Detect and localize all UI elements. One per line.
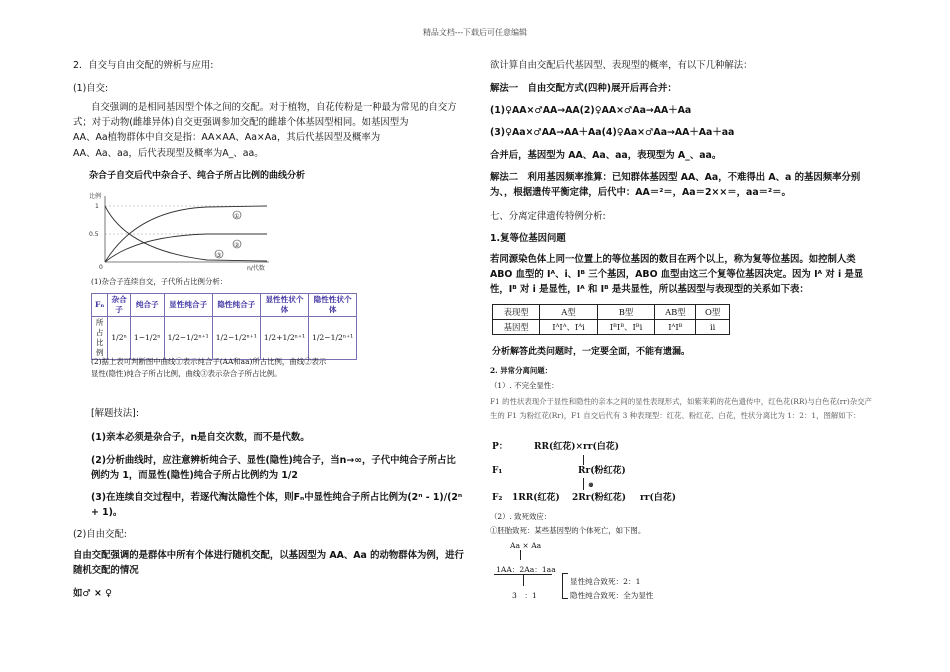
heading-self-cross: (1)自交: [73,83,109,94]
tip-1: (1)亲本必须是杂合子，n是自交次数，而不是代数。 [91,432,310,443]
table-head-rec-trait: 隐性性状个体 [309,294,357,317]
curve-1-label: ① [234,213,240,220]
abnormal-separation-heading: 2. 异常分离问题： [490,366,553,375]
table-caption: (1)杂合子连续自交，子代所占比例分析： [91,277,228,286]
cross-parents: RR(红花)×rr(白花) [534,442,620,452]
table-head-fn: Fₙ [92,294,108,317]
chart-y-label: 比例 [89,193,102,200]
table-cell: 1/2−1/2ⁿ⁺¹ [164,317,212,360]
table-head-homo: 纯合子 [130,294,164,317]
cross-f2-red: 1RR(红花) [512,493,560,503]
self-cross-paragraph: 自交强调的是相同基因型个体之间的交配。对于植物，自花传粉是一种最为常见的自交方式；对于动物(雌雄异体)自交更强调参加交配的雌雄个体基因型相同。如基因型为 [73,102,457,128]
table-cell: 1/2ⁿ [108,317,131,360]
bt-cell: IᴬIᴬ、Iᴬi [540,320,597,335]
blood-type-table [492,304,730,335]
solution-1-line-2: (3)♀Aa×♂AA→AA＋Aa(4)♀Aa×♂Aa→AA＋Aa＋aa [490,127,735,138]
bt-head-b: B型 [597,305,655,320]
table-head-dom-homo: 显性纯合子 [164,294,212,317]
cross-f2-pink: 2Rr(粉红花) [572,493,627,503]
lethal-effect-heading: （2）. 致死效应： [490,512,552,521]
bt-head-ab: AB型 [655,305,696,320]
incomplete-dominance-heading: （1）. 不完全显性： [490,381,559,390]
chart-origin: 0 [99,264,103,271]
page-header: 精品文档---下载后可任意编辑 [422,28,528,37]
table-cell: 1/2−1/2ⁿ⁺¹ [212,317,260,360]
lethal-parents: Aa × Aa [510,541,542,550]
chart-x-label: n/代数 [247,265,265,272]
cross-f2-white: rr(白花) [640,493,677,503]
bt-head-phenotype: 表现型 [493,305,540,320]
solution-1-line-1: (1)♀AA×♂AA→AA(2)♀AA×♂Aa→AA＋Aa [490,105,692,116]
proportion-curve-chart [87,190,277,272]
tip-2: (2)分析曲线时，应注意辨析纯合子、显性(隐性)纯合子，当n→∞，子代中纯合子所占比例约为 1，而显性(隐性)纯合子所占比例约为 1/2 [91,455,456,481]
section-7-heading: 七、分离定律遗传特例分析: [490,211,606,222]
lethal-diagram [490,538,730,608]
table-row-label: 所占比例 [92,317,108,360]
curve-3-label: ③ [216,252,222,259]
chart-y-tick-half: 0.5 [89,231,99,238]
chart-y-tick-1: 1 [95,203,99,210]
chart-title: 杂合子自交后代中杂合子、纯合子所占比例的曲线分析 [89,171,306,181]
table-head-dom-trait: 显性性状个体 [260,294,308,317]
tips-title: [解题技法]: [91,408,139,419]
lethal-result-ratio: 3 ：1 [512,591,537,600]
self-cross-paragraph-2: AA、Aa植物群体中自交是指：AA×AA、Aa×Aa，其后代基因型及概率为 [73,132,381,143]
heading-random-mating: (2)自由交配: [73,529,127,540]
table-head-hetero: 杂合子 [108,294,131,317]
bt-head-a: A型 [540,305,597,320]
self-cross-symbol: ⊗ [588,480,594,489]
bt-cell: ii [696,320,730,335]
incomplete-dominance-paragraph: F1 的性状表现介于显性和隐性的亲本之间的显性表现形式，如紫茉莉的花色遗传中，红色花(RR)与白色花(rr)杂交产生的 F1 为粉红花(Rr)，F1 自交后代有 3 种表现型：红花、粉红花、白花，性状分离比为 1：2：1，图解如下： [490,397,872,420]
self-cross-ratio-table [91,293,357,360]
solutions-intro: 欲计算自由交配后代基因型、表现型的概率，有以下几种解法： [490,60,753,71]
table-note: (2)据上表可判断图中曲线①表示纯合子(AA和aa)所占比例，曲线②表示显性(隐性)纯合子所占比例，曲线③表示杂合子所占比例。 [91,357,327,378]
embryo-lethal-text: ①胚胎致死：某些基因型的个体死亡，如下图。 [490,526,646,535]
completeness-note: 分析解答此类问题时，一定要全面，不能有遗漏。 [492,347,691,357]
random-mating-example: 如♂ × ♀ [73,588,113,599]
table-head-rec-homo: 隐性纯合子 [212,294,260,317]
bt-cell: IᴮIᴮ、Iᴮi [597,320,655,335]
lethal-dominant: 显性纯合致死：2：1 [570,577,641,586]
table-cell: 1/2+1/2ⁿ⁺¹ [260,317,308,360]
section-heading-2: 2．自交与自由交配的辨析与应用: [73,60,214,71]
cross-p-label: P： [492,442,508,452]
table-cell: 1−1/2ⁿ [130,317,164,360]
multiple-alleles-heading: 1.复等位基因问题 [490,233,566,244]
lethal-recessive: 隐性纯合致死：全为显性 [570,591,654,600]
bt-cell: IᴬIᴮ [655,320,696,335]
self-cross-paragraph-3: AA、Aa、aa，后代表现型及概率为A_、aa。 [73,148,264,159]
table-cell: 1/2−1/2ⁿ⁺¹ [309,317,357,360]
tip-3: (3)在连续自交过程中，若逐代淘汰隐性个体，则Fₙ中显性纯合子所占比例为(2ⁿ - 1)/(2ⁿ + 1)。 [91,492,463,518]
bt-head-o: O型 [696,305,730,320]
random-mating-paragraph: 自由交配强调的是群体中所有个体进行随机交配，以基因型为 AA、Aa 的动物群体为例，进行随机交配的情况 [73,550,464,576]
bt-row-genotype: 基因型 [493,320,540,335]
multiple-alleles-paragraph: 若同源染色体上同一位置上的等位基因的数目在两个以上，称为复等位基因。如控制人类ABO 血型的 Iᴬ、i、Iᴮ 三个基因，ABO 血型由这三个复等位基因决定。因为 Iᴬ 对 i 是显性，Iᴮ 对 i 是显性，Iᴬ 和 Iᴮ 是共显性，所以基因型与表现型的关系如下表： [490,254,864,295]
cross-f1-value: Rr(粉红花) [578,466,626,476]
cross-diagram [490,438,730,508]
solution-2: 解法二 利用基因频率推算：已知群体基因型 AA、Aa，不难得出 A、a 的基因频率分别为、，根据遗传平衡定律，后代中：AA＝²＝，Aa＝2××＝，aa＝²＝。 [490,172,861,198]
right-column [490,0,880,672]
cross-f1-label: F₁ [492,466,503,476]
left-column [73,0,465,672]
lethal-ratio: 1AA：2Aa：1aa [496,565,556,574]
solution-1-line-3: 合并后，基因型为 AA、Aa、aa，表现型为 A_、aa。 [490,150,722,161]
curve-2-label: ② [234,242,240,249]
solution-1-title: 解法一 自由交配方式(四种)展开后再合并： [490,83,677,94]
cross-f2-label: F₂ [492,493,503,503]
